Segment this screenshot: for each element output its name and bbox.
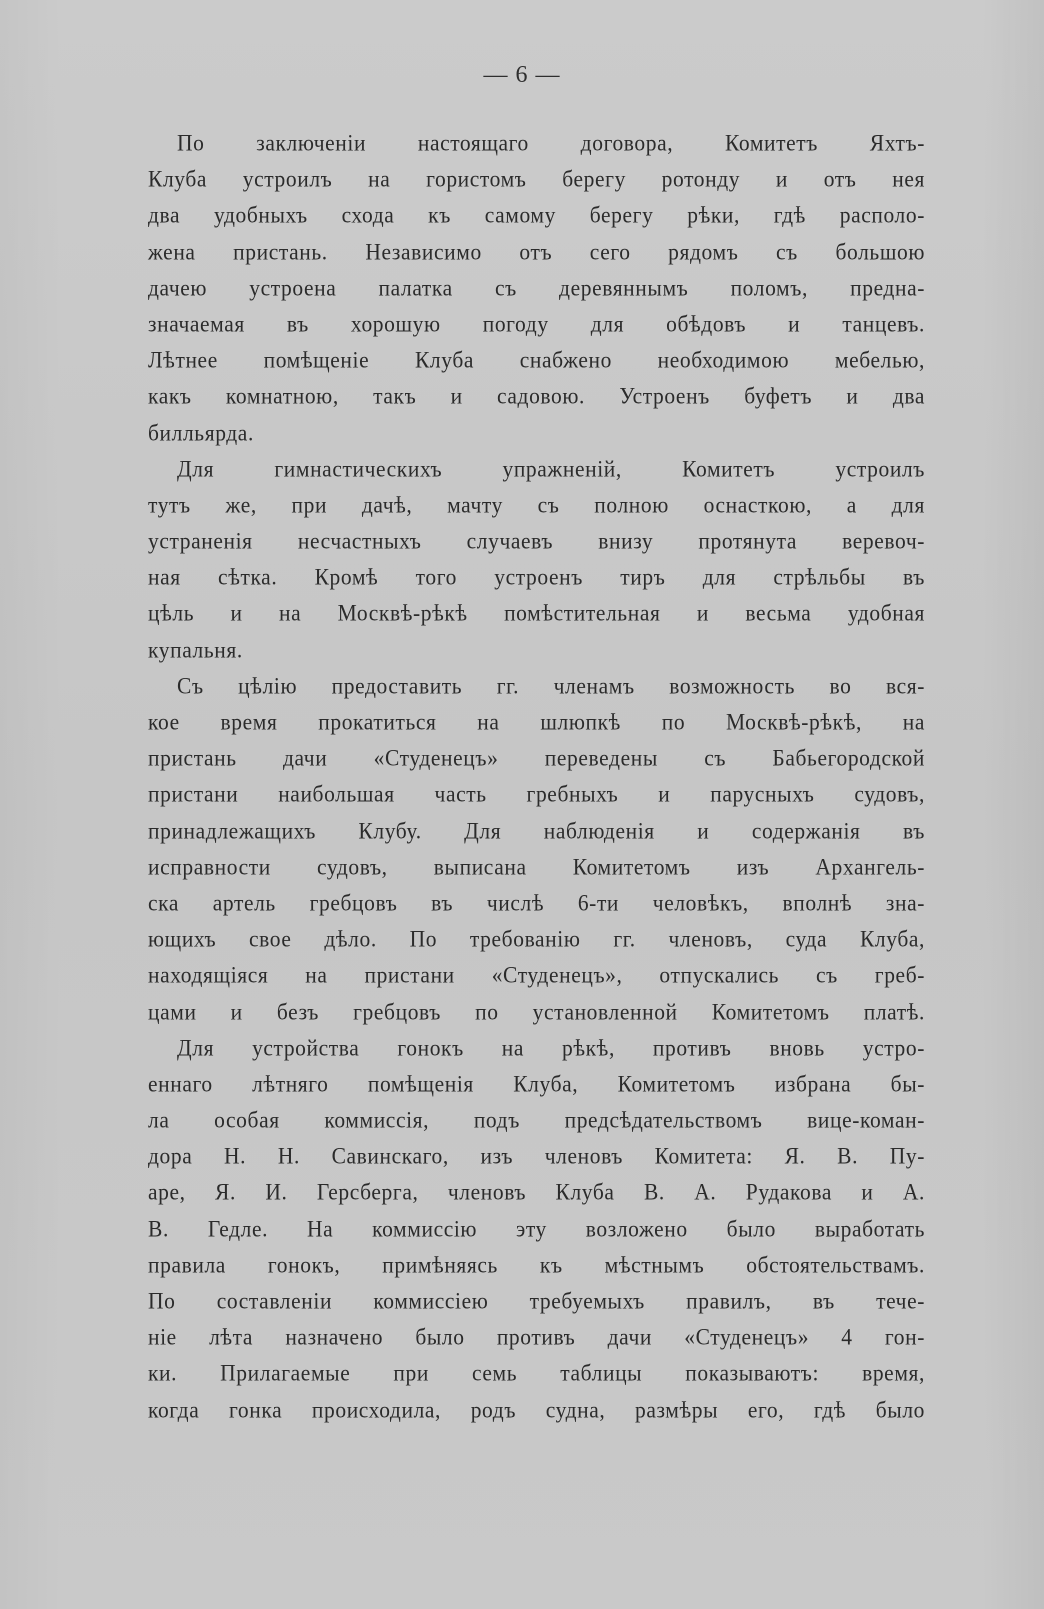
- text-line: аре, Я. И. Герсберга, членовъ Клуба В. А. Рудакова и А.: [148, 1179, 925, 1206]
- text-line: По составленiи коммиссiею требуемыхъ правилъ, въ тече-: [148, 1288, 925, 1314]
- paragraph: [148, 451, 925, 668]
- text-line: принадлежащихъ Клубу. Для наблюденiя и содержанiя въ: [148, 817, 925, 844]
- paragraph: [148, 1030, 925, 1428]
- text-line: кое время прокатиться на шлюпкѣ по Москвѣ-рѣкѣ, на: [148, 709, 925, 735]
- text-line: еннаго лѣтняго помѣщенiя Клуба, Комитетомъ избрана бы-: [148, 1070, 925, 1097]
- text-line: Клуба устроилъ на гористомъ берегу ротонду и отъ нея: [148, 166, 925, 193]
- text-line: ска артель гребцовъ въ числѣ 6-ти человѣкъ, вполнѣ зна-: [148, 889, 925, 916]
- text-line: жена пристань. Независимо отъ сего рядомъ съ большою: [148, 238, 925, 265]
- paragraph: [148, 668, 925, 1030]
- text-line: Съ цѣлiю предоставить гг. членамъ возможность во вся-: [177, 672, 925, 699]
- text-line: ла особая коммиссiя, подъ предсѣдательствомъ вице-коман-: [148, 1107, 925, 1134]
- text-line: пристань дачи «Студенецъ» переведены съ Бабьегородской: [148, 745, 925, 772]
- text-line: ки. Прилагаемые при семь таблицы показываютъ: время,: [148, 1360, 925, 1387]
- text-line: когда гонка происходила, родъ судна, размѣры его, гдѣ было: [148, 1396, 925, 1423]
- text-line: нiе лѣта назначено было противъ дачи «Студенецъ» 4 гон-: [148, 1324, 925, 1351]
- text-line: значаемая въ хорошую погоду для обѣдовъ и танцевъ.: [148, 310, 925, 337]
- text-line: Лѣтнее помѣщенiе Клуба снабжено необходимою мебелью,: [148, 347, 925, 374]
- text-line: цами и безъ гребцовъ по установленной Комитетомъ платѣ.: [148, 998, 925, 1025]
- text-line: тутъ же, при дачѣ, мачту съ полною оснасткою, а для: [148, 491, 925, 518]
- text-line: Для устройства гонокъ на рѣкѣ, противъ вновь устро-: [177, 1034, 925, 1061]
- text-line: ная сѣтка. Кромѣ того устроенъ тиръ для стрѣльбы въ: [148, 564, 925, 591]
- text-line: правила гонокъ, примѣняясь къ мѣстнымъ обстоятельствамъ.: [148, 1251, 925, 1278]
- text-line: купальня.: [148, 636, 243, 663]
- text-line: устраненiя несчастныхъ случаевъ внизу протянута веревоч-: [148, 528, 925, 555]
- text-line: цѣль и на Москвѣ-рѣкѣ помѣстительная и весьма удобная: [148, 600, 925, 627]
- text-line: два удобныхъ схода къ самому берегу рѣки, гдѣ располо-: [148, 202, 925, 229]
- text-line: пристани наибольшая часть гребныхъ и парусныхъ судовъ,: [148, 781, 925, 808]
- text-line: дора Н. Н. Савинскаго, изъ членовъ Комитета: Я. В. Пу-: [148, 1143, 925, 1170]
- text-line: находящiяся на пристани «Студенецъ», отпускались съ греб-: [148, 962, 925, 989]
- text-line: По заключенiи настоящаго договора, Комитетъ Яхтъ-: [177, 130, 925, 156]
- page-number: — 6 —: [483, 62, 561, 88]
- text-line: исправности судовъ, выписана Комитетомъ изъ Архангель-: [148, 853, 925, 880]
- text-line: билльярда.: [148, 419, 254, 446]
- paragraph: [148, 125, 925, 451]
- text-line: дачею устроена палатка съ деревяннымъ поломъ, предна-: [148, 274, 925, 301]
- text-line: какъ комнатною, такъ и садовою. Устроенъ буфетъ и два: [148, 383, 925, 410]
- body-text: [148, 125, 925, 1428]
- text-line: ющихъ свое дѣло. По требованiю гг. членовъ, суда Клуба,: [148, 926, 925, 953]
- text-line: Для гимнастическихъ упражненiй, Комитетъ устроилъ: [177, 455, 925, 482]
- text-line: В. Гедле. На коммиссiю эту возложено было выработать: [148, 1215, 925, 1242]
